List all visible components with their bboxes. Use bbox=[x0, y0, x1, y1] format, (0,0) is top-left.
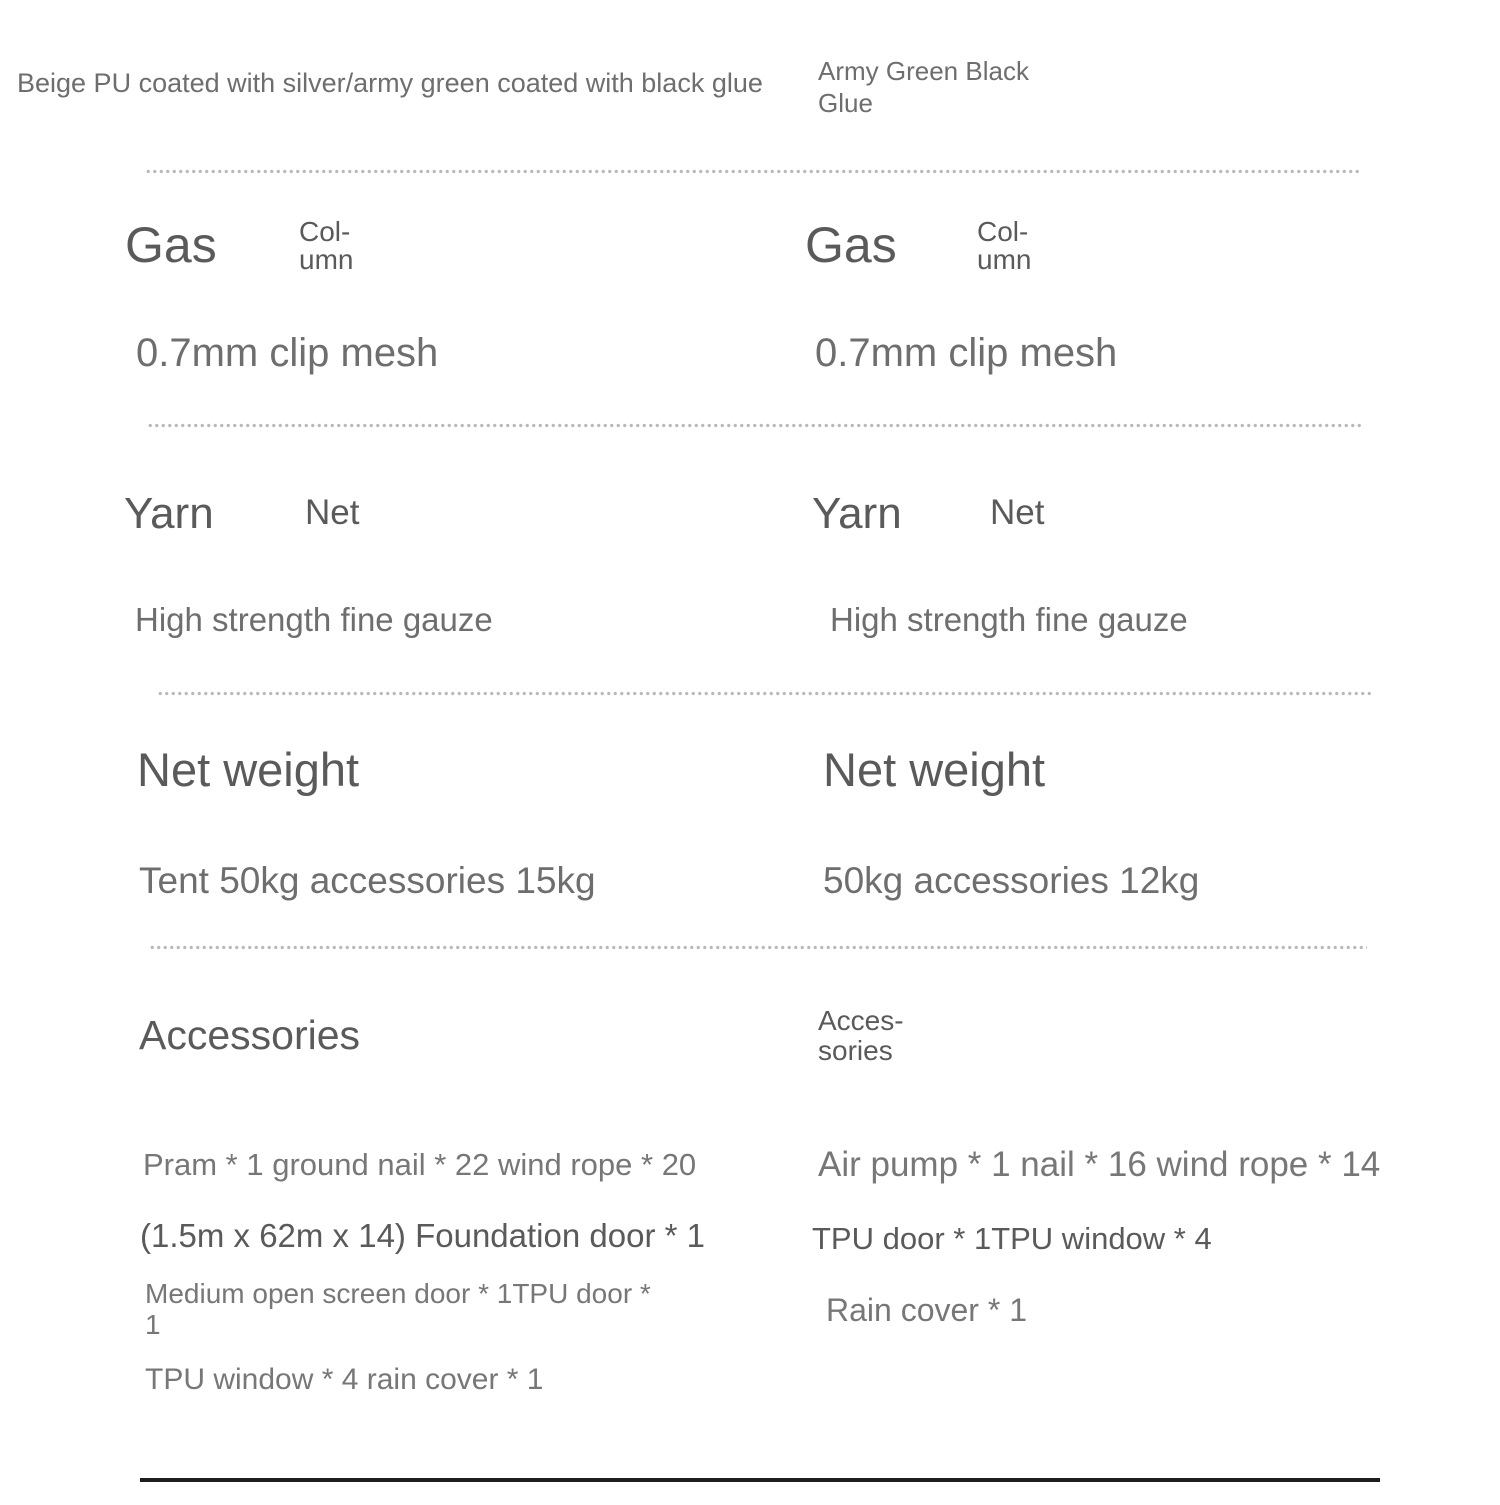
dotted-divider bbox=[157, 691, 1372, 696]
bottom-rule bbox=[140, 1478, 1380, 1482]
gas-column-value-right: 0.7mm clip mesh bbox=[815, 331, 1118, 375]
accessories-line-right: Rain cover * 1 bbox=[826, 1292, 1027, 1328]
column-label-right: Col-umn bbox=[977, 216, 1032, 275]
net-weight-value-left: Tent 50kg accessories 15kg bbox=[139, 860, 596, 901]
yarn-net-value-right: High strength fine gauze bbox=[830, 601, 1188, 638]
dotted-divider bbox=[145, 169, 1360, 174]
yarn-title-right: Yarn bbox=[812, 489, 902, 538]
header-left-label: Beige PU coated with silver/army green coated with black glue bbox=[17, 68, 763, 98]
column-label-left: Col-umn bbox=[299, 216, 354, 275]
gas-column-value-left: 0.7mm clip mesh bbox=[136, 331, 439, 375]
net-weight-value-right: 50kg accessories 12kg bbox=[823, 860, 1200, 901]
accessories-title-right: Acces-sories bbox=[818, 1005, 904, 1066]
yarn-net-value-left: High strength fine gauze bbox=[135, 601, 493, 638]
accessories-line-right: Air pump * 1 nail * 16 wind rope * 14 bbox=[818, 1145, 1381, 1184]
net-label-left: Net bbox=[305, 493, 360, 532]
yarn-title-left: Yarn bbox=[124, 489, 214, 538]
dotted-divider bbox=[147, 423, 1362, 428]
accessories-line-left: TPU window * 4 rain cover * 1 bbox=[145, 1363, 544, 1396]
accessories-line-left: Pram * 1 ground nail * 22 wind rope * 20 bbox=[143, 1147, 697, 1182]
net-label-right: Net bbox=[990, 493, 1045, 532]
net-weight-title-right: Net weight bbox=[823, 743, 1046, 796]
header-right-label: Army Green Black Glue bbox=[818, 56, 1029, 118]
accessories-line-right: TPU door * 1TPU window * 4 bbox=[812, 1221, 1212, 1256]
dotted-divider bbox=[149, 945, 1367, 950]
net-weight-title-left: Net weight bbox=[137, 743, 360, 796]
gas-title-left: Gas bbox=[125, 217, 217, 273]
accessories-line-left: Medium open screen door * 1TPU door * 1 bbox=[145, 1278, 651, 1340]
accessories-title-left: Accessories bbox=[139, 1012, 361, 1058]
accessories-line-left: (1.5m x 62m x 14) Foundation door * 1 bbox=[140, 1217, 705, 1254]
gas-title-right: Gas bbox=[805, 217, 897, 273]
